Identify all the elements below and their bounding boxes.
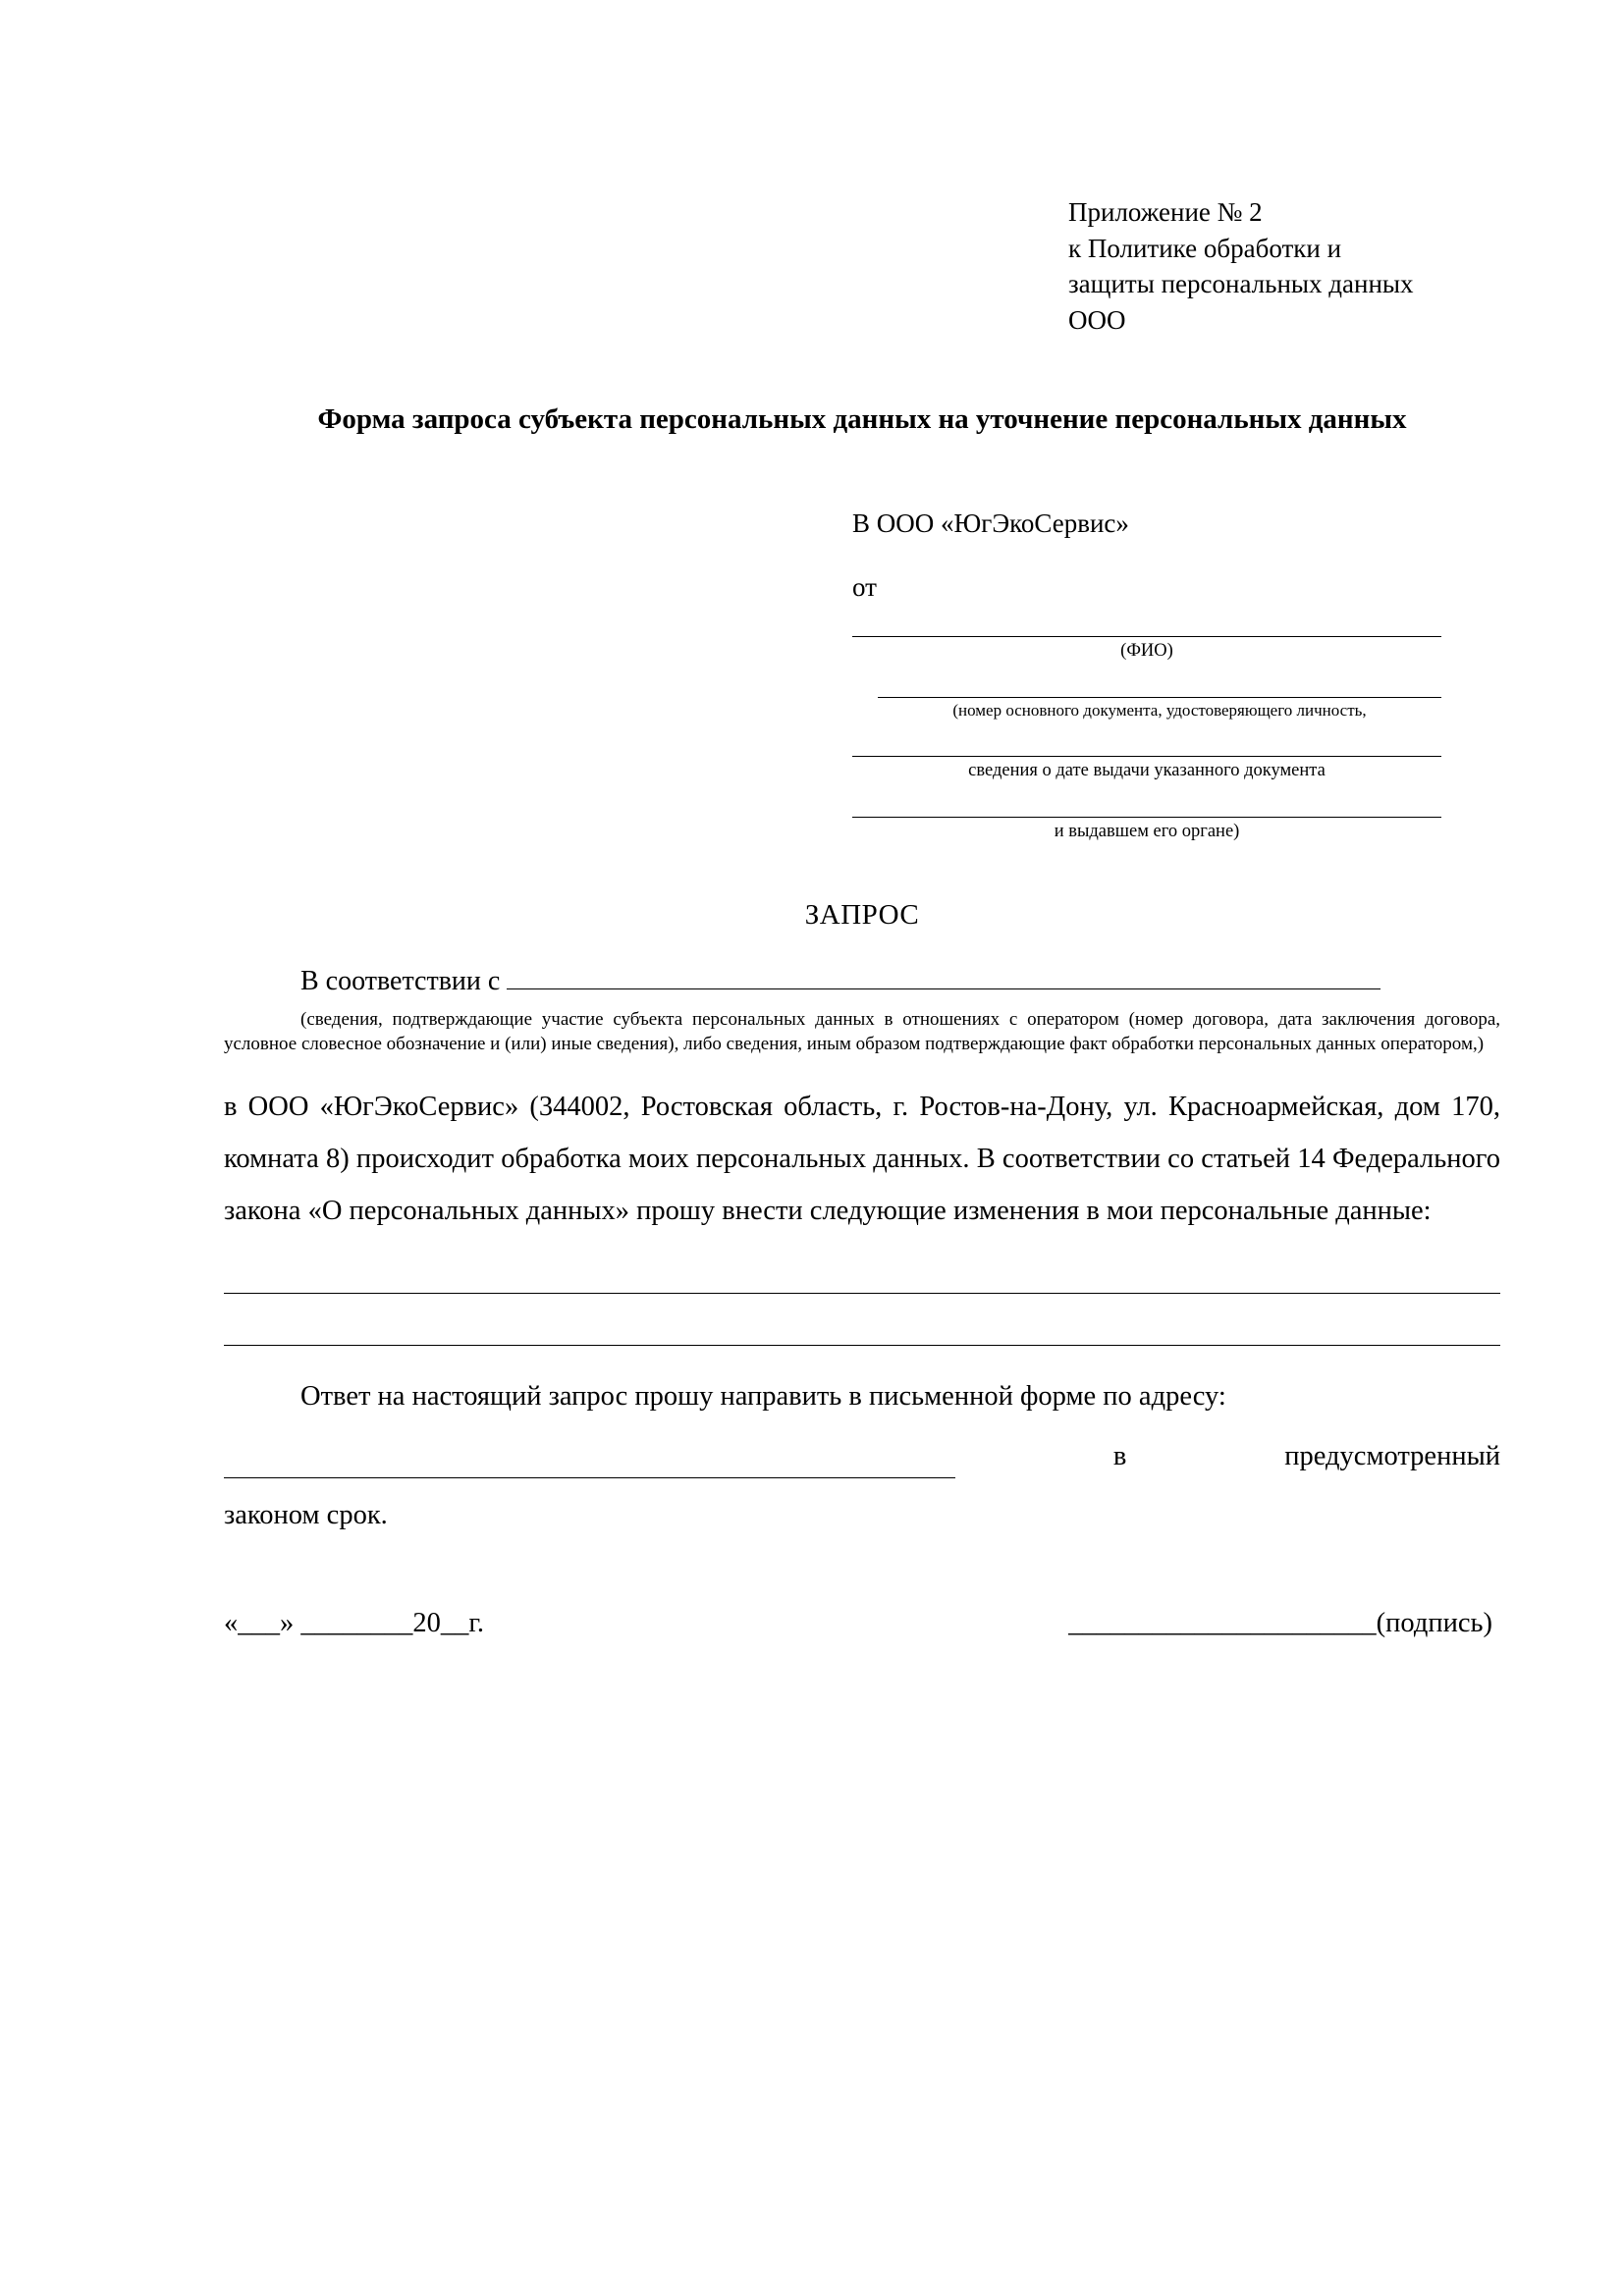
doc-authority-input[interactable] bbox=[852, 793, 1441, 818]
addressee-block bbox=[852, 508, 1441, 844]
doc-number-field-row bbox=[878, 673, 1441, 722]
answer-paragraph: Ответ на настоящий запрос прошу направить в письменной форме по адресу: bbox=[300, 1380, 1226, 1412]
answer-tail-word: в bbox=[1112, 1441, 1127, 1472]
signature-field[interactable]: ______________________(подпись) bbox=[1068, 1608, 1492, 1639]
in-accordance-hint-text: (сведения, подтверждающие участие субъекта персональных данных в отношениях с оператором (номер договора, дата заключения договора, условное словесное обозначение и (или) иные сведения), либо сведения, иным образом подтверждающие факт обработки персональных данных оператором,) bbox=[224, 1009, 1500, 1055]
answer-address-input[interactable] bbox=[224, 1452, 955, 1478]
doc-number-input[interactable] bbox=[878, 673, 1441, 698]
law-term-text: законом срок. bbox=[224, 1500, 388, 1531]
fio-field-row bbox=[852, 613, 1441, 664]
doc-date-input[interactable] bbox=[852, 732, 1441, 757]
fio-input[interactable] bbox=[852, 613, 1441, 637]
fio-caption: (ФИО) bbox=[1120, 641, 1173, 662]
appendix-line-2: к Политике обработки и bbox=[1068, 233, 1342, 263]
document-content bbox=[224, 194, 1500, 1639]
signature-row bbox=[224, 1608, 1500, 1639]
page-title: Форма запроса субъекта персональных данных на уточнение персональных данных bbox=[317, 402, 1407, 435]
body-paragraph-1: в ООО «ЮгЭкоСервис» (344002, Ростовская область, г. Ростов-на-Дону, ул. Красноармейская, дом 170, комната 8) происходит обработка моих персональных данных. В соответствии со статьей 14 Федерального закона «О персональных данных» прошу внести следующие изменения в мои персональные данные: bbox=[224, 1092, 1500, 1226]
doc-authority-field-row bbox=[852, 793, 1441, 844]
answer-address-row bbox=[224, 1436, 1500, 1478]
in-accordance-label: В соответствии с bbox=[300, 965, 501, 996]
changes-input-line-1[interactable] bbox=[224, 1293, 1500, 1294]
request-heading: ЗАПРОС bbox=[804, 898, 920, 931]
addressee-from-label: от bbox=[852, 572, 877, 603]
addressee-organization: В ООО «ЮгЭкоСервис» bbox=[852, 508, 1129, 539]
doc-number-caption: (номер основного документа, удостоверяющего личность, bbox=[952, 701, 1367, 721]
date-field[interactable]: «___» ________20__г. bbox=[224, 1608, 484, 1639]
in-accordance-input[interactable] bbox=[507, 967, 1380, 989]
doc-date-field-row bbox=[852, 732, 1441, 783]
doc-date-caption: сведения о дате выдачи указанного документа bbox=[968, 760, 1326, 780]
appendix-line-1: Приложение № 2 bbox=[1068, 197, 1263, 227]
in-accordance-row bbox=[224, 959, 1500, 1003]
appendix-header bbox=[1068, 194, 1500, 339]
in-accordance-hint bbox=[224, 1007, 1500, 1056]
changes-input-line-2[interactable] bbox=[224, 1345, 1500, 1346]
answer-tail: предусмотренный bbox=[1284, 1441, 1500, 1472]
doc-authority-caption: и выдавшем его органе) bbox=[1054, 821, 1240, 841]
appendix-line-3: защиты персональных данных bbox=[1068, 269, 1414, 299]
appendix-line-4: ООО bbox=[1068, 305, 1126, 336]
